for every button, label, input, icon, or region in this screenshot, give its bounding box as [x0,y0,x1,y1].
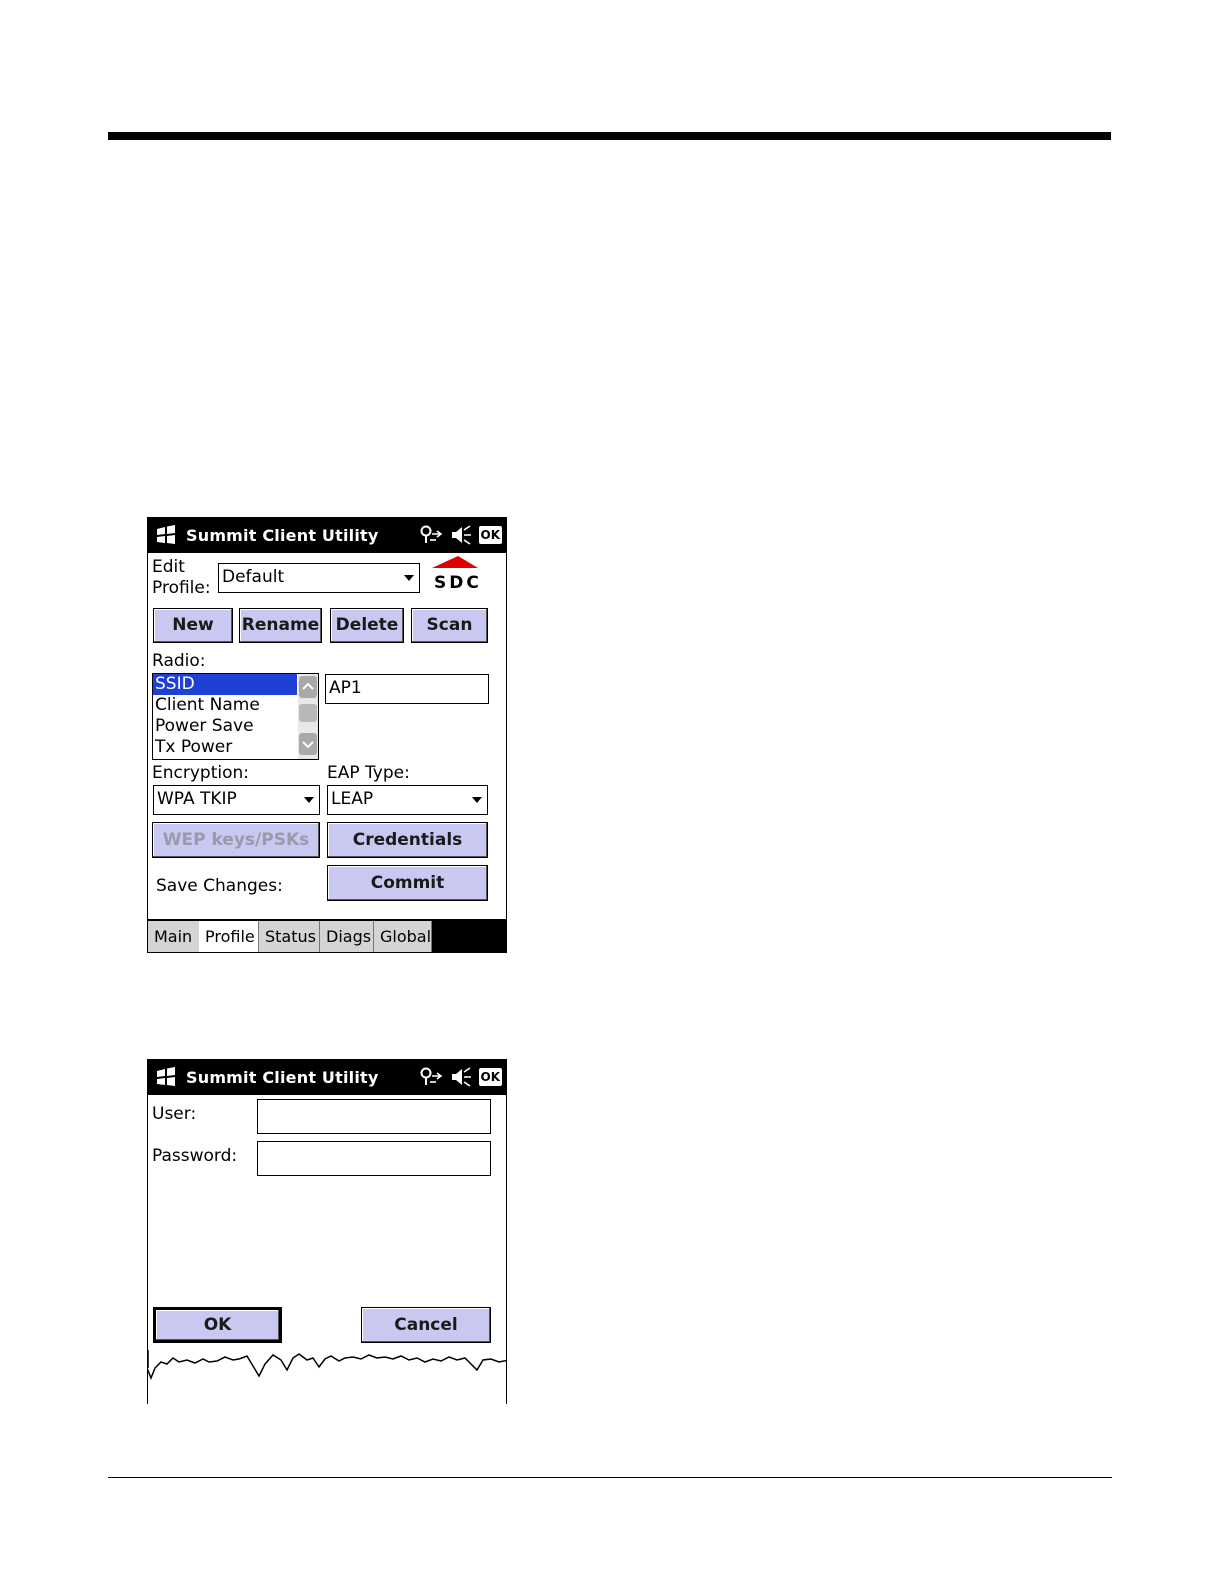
eap-type-label: EAP Type: [327,763,410,783]
ok-badge[interactable]: OK [480,528,500,542]
connectivity-icon[interactable] [419,1067,443,1087]
windows-start-icon[interactable] [155,525,177,545]
windows-start-icon[interactable] [155,1067,177,1087]
eap-type-value: LEAP [331,789,374,809]
scroll-thumb[interactable] [299,704,317,722]
list-item[interactable]: SSID [153,674,297,695]
speaker-muted-icon[interactable] [450,1066,472,1088]
save-changes-label: Save Changes: [156,876,283,896]
cancel-button[interactable]: Cancel [361,1307,491,1343]
tab-global[interactable]: Global [374,921,432,952]
encryption-dropdown[interactable] [153,785,320,815]
radio-label: Radio: [152,651,206,671]
header-rule [108,132,1111,140]
chevron-down-icon [404,575,414,581]
list-item[interactable]: Power Save [155,716,254,736]
ok-badge[interactable]: OK [480,1070,500,1084]
chevron-down-icon [304,797,314,803]
scroll-down-icon[interactable] [299,733,317,755]
new-button[interactable]: New [153,608,233,643]
tab-diags[interactable]: Diags [320,921,374,952]
scan-button[interactable]: Scan [411,608,488,643]
encryption-label: Encryption: [152,763,249,783]
password-field[interactable] [257,1141,491,1176]
sdc-logo-mark [428,554,480,572]
tab-bar [148,919,506,952]
system-tray [419,1066,503,1088]
app-title: Summit Client Utility [186,1068,379,1087]
radio-settings-list[interactable] [152,673,319,760]
sdc-logo-text: SDC [434,573,482,593]
connectivity-icon[interactable] [419,525,443,545]
radio-value: AP1 [329,678,362,698]
app-title: Summit Client Utility [186,526,379,545]
title-bar [148,518,506,553]
list-item[interactable]: Client Name [155,695,260,715]
tab-status[interactable]: Status [259,921,320,952]
torn-edge [147,1350,507,1404]
credentials-screen [147,1059,507,1404]
user-field[interactable] [257,1099,491,1134]
profile-dropdown[interactable] [218,563,420,593]
speaker-muted-icon[interactable] [450,524,472,546]
scroll-up-icon[interactable] [299,676,317,698]
rename-button[interactable]: Rename [239,608,322,643]
profile-value: Default [222,567,285,587]
system-tray [419,524,503,546]
ok-button[interactable]: OK [153,1307,282,1343]
chevron-down-icon [472,797,482,803]
eap-type-dropdown[interactable] [327,785,488,815]
title-bar [148,1060,506,1095]
delete-button[interactable]: Delete [330,608,404,643]
sdc-logo [428,554,480,592]
user-label: User: [152,1104,197,1124]
radio-value-field[interactable] [325,674,489,704]
tab-main[interactable]: Main [148,921,200,952]
edit-label: Edit [152,557,185,577]
password-label: Password: [152,1146,238,1166]
footer-rule [108,1477,1112,1478]
credentials-button[interactable]: Credentials [327,822,488,858]
commit-button[interactable]: Commit [327,865,488,901]
wep-keys-button[interactable]: WEP keys/PSKs [152,822,320,858]
tab-profile[interactable]: Profile [199,921,259,952]
profile-screen [147,517,507,953]
encryption-value: WPA TKIP [157,789,237,809]
list-item[interactable]: Tx Power [155,737,233,757]
list-scrollbar[interactable] [298,674,318,759]
profile-label: Profile: [152,578,211,598]
